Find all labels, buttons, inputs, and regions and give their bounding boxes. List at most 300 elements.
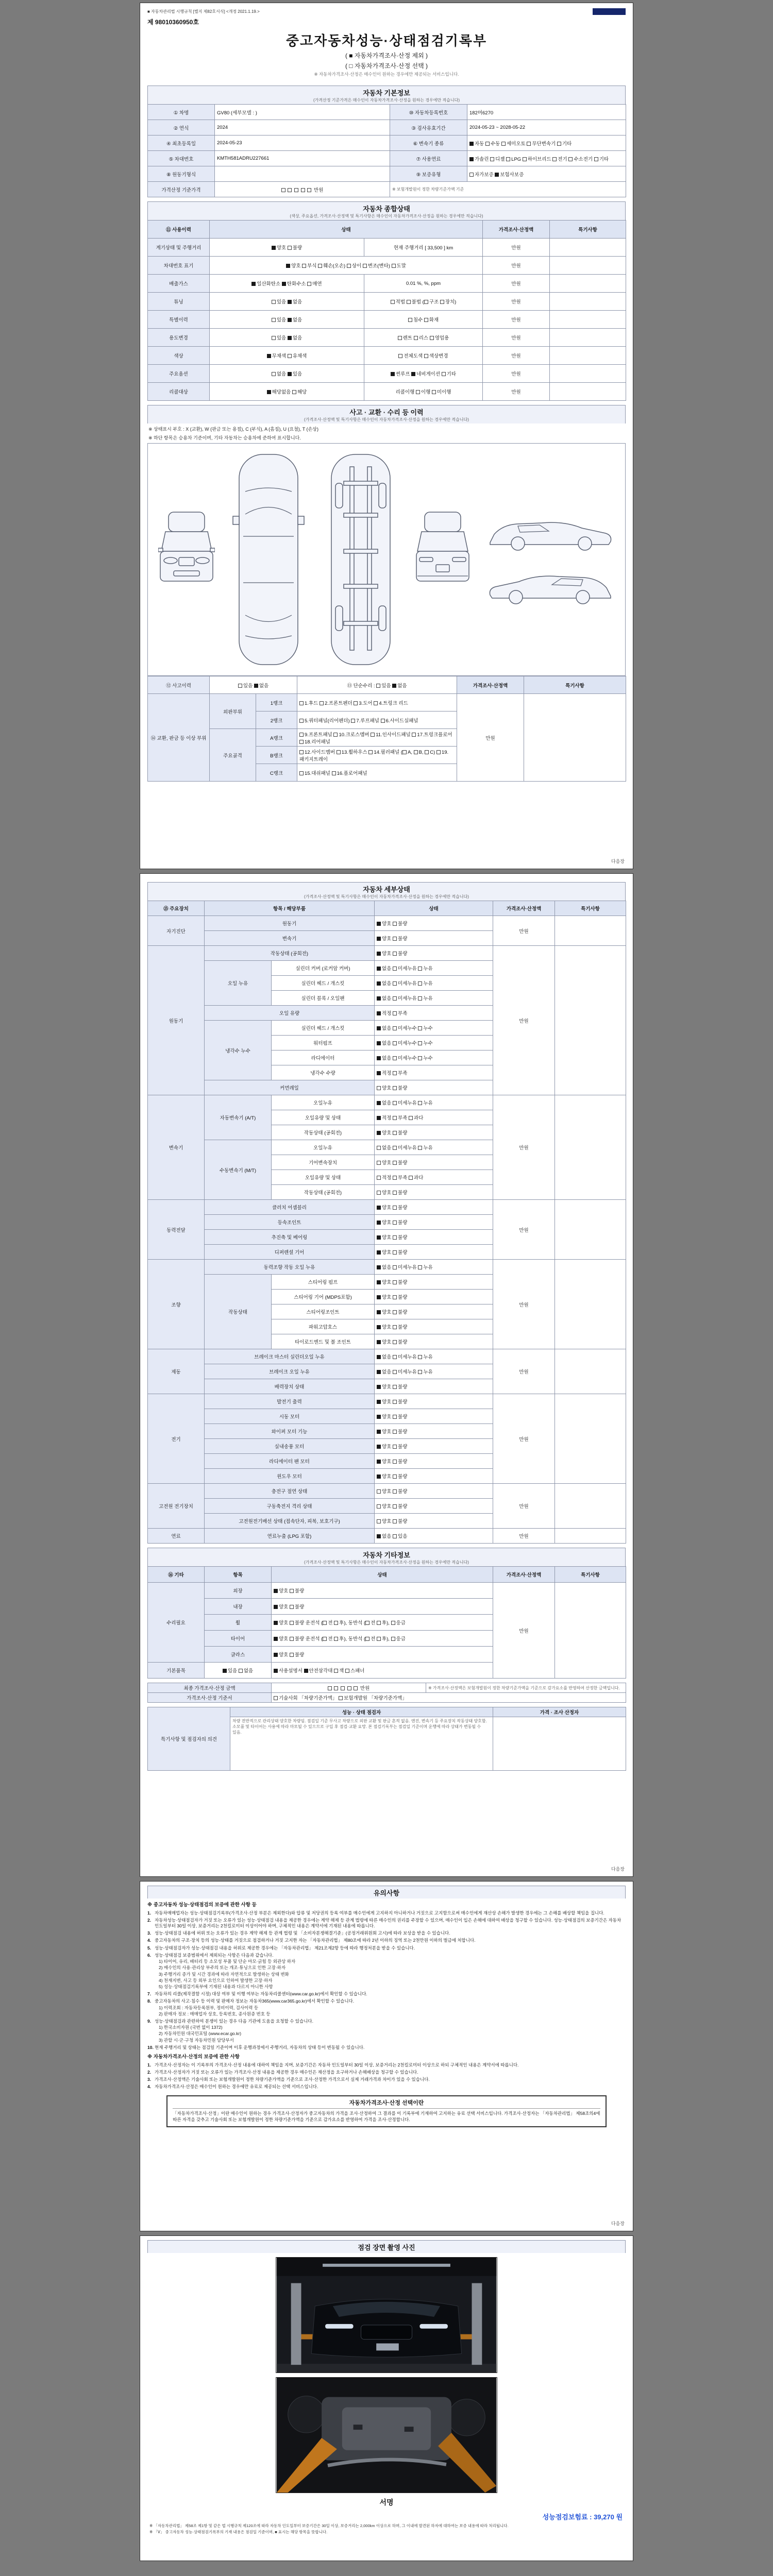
value-cell[interactable]: 양호 불량 — [272, 1583, 493, 1599]
value-cell[interactable]: 양호 불량 — [272, 1599, 493, 1615]
value-cell[interactable]: 양호 부식 훼손(오손) 상이 변조(변타) 도말 — [210, 257, 483, 275]
checkbox-checked[interactable] — [377, 1265, 381, 1269]
checkbox-unchecked[interactable] — [398, 336, 402, 340]
value-cell[interactable]: 양호 불량 — [375, 1080, 493, 1095]
checkbox-unchecked[interactable] — [323, 1621, 327, 1625]
checkbox-checked[interactable] — [267, 390, 271, 394]
checkbox-checked[interactable] — [377, 1325, 381, 1329]
value-cell[interactable]: 양호 불량 — [375, 916, 493, 931]
checkbox-checked[interactable] — [274, 1669, 278, 1673]
value-cell: 오일누유 — [272, 1095, 375, 1110]
checkbox-unchecked[interactable] — [393, 1385, 397, 1389]
checkbox-unchecked[interactable] — [414, 336, 418, 340]
checkbox-unchecked[interactable] — [371, 733, 375, 737]
value-cell[interactable]: 양호 불량 — [375, 1215, 493, 1230]
checkbox-unchecked[interactable] — [393, 1400, 397, 1404]
checkbox-unchecked[interactable] — [341, 1686, 345, 1690]
checkbox-unchecked[interactable] — [393, 1191, 397, 1195]
checkbox-checked[interactable] — [377, 1400, 381, 1404]
checkbox-unchecked[interactable] — [568, 157, 573, 161]
value-warranty-type[interactable]: 자가보증 보험사보증 — [467, 166, 626, 182]
checkbox-checked[interactable] — [377, 1206, 381, 1210]
checkbox-unchecked[interactable] — [425, 750, 429, 754]
value-cell[interactable]: 없음 미세누유 누유 — [375, 1260, 493, 1275]
checkbox-checked[interactable] — [377, 1415, 381, 1419]
checkbox-unchecked[interactable] — [393, 1026, 397, 1030]
checkbox-unchecked[interactable] — [365, 1637, 369, 1641]
checkbox-unchecked[interactable] — [418, 1056, 422, 1060]
checkbox-unchecked[interactable] — [288, 188, 292, 192]
value-fuel[interactable]: 가솔린 디젤 LPG 하이브리드 전기 수소전기 기타 — [467, 151, 626, 166]
value-cell[interactable]: 양호 불량 — [375, 1394, 493, 1409]
checkbox-checked[interactable] — [267, 354, 271, 358]
checkbox-unchecked[interactable] — [393, 1116, 397, 1120]
checkbox-checked[interactable] — [377, 1071, 381, 1075]
checkbox-unchecked[interactable] — [393, 1519, 397, 1523]
checkbox-checked[interactable] — [377, 1310, 381, 1314]
value-cell[interactable]: 썬루프 네비게이션 기타 — [364, 365, 483, 383]
checkbox-checked[interactable] — [377, 1460, 381, 1464]
checkbox-unchecked[interactable] — [363, 264, 367, 268]
checkbox-checked[interactable] — [282, 282, 286, 286]
value-cell[interactable]: 양호 불량 — [375, 1334, 493, 1349]
checkbox-checked[interactable] — [304, 1669, 308, 1673]
value-cell[interactable]: 없음 미세누유 누유 — [375, 976, 493, 991]
checkbox-checked[interactable] — [377, 1056, 381, 1060]
checkbox-checked[interactable] — [377, 1534, 381, 1538]
value-cell[interactable]: 양호 불량 — [375, 1275, 493, 1290]
checkbox-checked[interactable] — [377, 1370, 381, 1374]
checkbox-unchecked[interactable] — [301, 188, 305, 192]
value-cell[interactable]: 사용설명서 안전삼각대 잭 스패너 — [272, 1663, 493, 1679]
checkbox-unchecked[interactable] — [393, 1295, 397, 1299]
checkbox-unchecked[interactable] — [418, 981, 422, 986]
checkbox-unchecked[interactable] — [290, 1605, 294, 1609]
value-cell[interactable]: 있음 없음 — [210, 311, 364, 329]
checkbox-unchecked[interactable] — [376, 684, 380, 688]
checkbox-unchecked[interactable] — [393, 1534, 397, 1538]
checkbox-unchecked[interactable] — [377, 1176, 381, 1180]
checkbox-unchecked[interactable] — [272, 318, 276, 322]
checkbox-checked[interactable] — [251, 282, 256, 286]
value-cell[interactable]: 렌트 리스 영업용 — [364, 329, 483, 347]
checkbox-unchecked[interactable] — [307, 188, 311, 192]
value-cell[interactable]: 양호 불량 운전석 ( 전 후), 동반석 ( 전 후), 응급 — [272, 1631, 493, 1647]
checkbox-checked[interactable] — [391, 372, 395, 376]
checkbox-unchecked[interactable] — [414, 750, 418, 754]
value-cell[interactable]: 없음 미세누수 누수 — [375, 1050, 493, 1065]
checkbox-unchecked[interactable] — [408, 318, 412, 322]
label-cell: 성능 · 상태 점검자 — [230, 1707, 493, 1717]
checkbox-checked[interactable] — [469, 142, 474, 146]
value-cell[interactable]: 양호 불량 운전석 ( 전 후), 동반석 ( 전 후), 응급 — [272, 1615, 493, 1631]
value-cell[interactable]: 양호 불량 — [375, 1424, 493, 1439]
checkbox-unchecked[interactable] — [281, 188, 285, 192]
checkbox-unchecked[interactable] — [347, 264, 351, 268]
checkbox-unchecked[interactable] — [393, 1161, 397, 1165]
checkbox-checked[interactable] — [377, 1445, 381, 1449]
checkbox-checked[interactable] — [411, 372, 415, 376]
notice-item — [147, 1938, 626, 1943]
checkbox-unchecked[interactable] — [392, 264, 396, 268]
checkbox-unchecked[interactable] — [345, 1669, 349, 1673]
checkbox-unchecked[interactable] — [272, 300, 276, 304]
checkbox-unchecked[interactable] — [485, 142, 490, 146]
checkbox-unchecked[interactable] — [337, 750, 341, 754]
value-cell[interactable]: 적정 부족 — [375, 1006, 493, 1021]
checkbox-unchecked[interactable] — [393, 1504, 397, 1509]
checkbox-unchecked[interactable] — [393, 1086, 397, 1090]
value-cell[interactable]: 없음 미세누유 누유 — [375, 991, 493, 1006]
checkbox-unchecked[interactable] — [393, 1325, 397, 1329]
checkbox-checked[interactable] — [377, 1116, 381, 1120]
value-cell[interactable]: 양호 불량 — [375, 1379, 493, 1394]
checkbox-checked[interactable] — [377, 1385, 381, 1389]
value-cell[interactable]: 양호 불량 — [375, 1514, 493, 1529]
checkbox-checked[interactable] — [223, 1669, 227, 1673]
checkbox-unchecked[interactable] — [393, 1489, 397, 1494]
value-cell[interactable]: 해당없음 해당 — [210, 383, 364, 401]
checkbox-unchecked[interactable] — [418, 996, 422, 1001]
checkbox-unchecked[interactable] — [292, 390, 296, 394]
checkbox-unchecked[interactable] — [377, 1146, 381, 1150]
checkbox-unchecked[interactable] — [557, 142, 561, 146]
checkbox-checked[interactable] — [377, 1280, 381, 1284]
checkbox-checked[interactable] — [274, 1653, 278, 1657]
checkbox-unchecked[interactable] — [393, 981, 397, 986]
value-cell[interactable]: 없음 미세누유 누유 — [375, 1364, 493, 1379]
checkbox-unchecked[interactable] — [393, 1176, 397, 1180]
checkbox-unchecked[interactable] — [393, 1415, 397, 1419]
checkbox-unchecked[interactable] — [469, 173, 474, 177]
value-cell[interactable]: 양호 불량 — [375, 1230, 493, 1245]
value-cell[interactable]: 양호 불량 — [272, 1647, 493, 1663]
notice-item — [147, 2062, 626, 2068]
checkbox-unchecked[interactable] — [393, 1340, 397, 1344]
checkbox-checked[interactable] — [377, 967, 381, 971]
checkbox-unchecked[interactable] — [523, 157, 527, 161]
checkbox-unchecked[interactable] — [238, 684, 242, 688]
checkbox-checked[interactable] — [377, 1250, 381, 1255]
value-base-price[interactable]: 만원 — [215, 182, 390, 197]
checkbox-unchecked[interactable] — [288, 354, 292, 358]
checkbox-unchecked[interactable] — [393, 1011, 397, 1015]
checkbox-unchecked[interactable] — [377, 1637, 381, 1641]
checkbox-unchecked[interactable] — [272, 372, 276, 376]
checkbox-checked[interactable] — [274, 1637, 278, 1641]
value-cell[interactable]: 9.프론트패널 10.크로스멤버 11.인사이드패널 17.트렁크플로어 18.리어패널 — [297, 729, 457, 747]
value-cell[interactable]: 없음 미세누유 누유 — [375, 961, 493, 976]
checkbox-unchecked[interactable] — [436, 750, 441, 754]
label-cell: 특기사항 — [555, 1567, 626, 1583]
checkbox-unchecked[interactable] — [393, 1071, 397, 1075]
checkbox-unchecked[interactable] — [391, 300, 395, 304]
value-cell[interactable]: 양호 불량 — [375, 1125, 493, 1140]
checkbox-checked[interactable] — [286, 264, 290, 268]
value-cell[interactable]: 양호 불량 — [375, 1200, 493, 1215]
checkbox-checked[interactable] — [377, 1235, 381, 1240]
checkbox-unchecked[interactable] — [334, 1686, 338, 1690]
checkbox-unchecked[interactable] — [424, 300, 428, 304]
checkbox-unchecked[interactable] — [418, 1146, 422, 1150]
checkbox-unchecked[interactable] — [393, 1101, 397, 1105]
value-cell[interactable]: 없음 미세누유 누유 — [375, 1349, 493, 1364]
checkbox-unchecked[interactable] — [398, 354, 402, 358]
value-cell[interactable]: 없음 미세누유 누유 — [375, 1140, 493, 1155]
value-cell[interactable]: 양호 불량 — [375, 1245, 493, 1260]
value-cell[interactable]: 1.후드 2.프론트펜더 3.도어 4.트렁크 리드 — [297, 694, 457, 711]
value-cell[interactable]: 양호 불량 — [375, 1185, 493, 1200]
checkbox-unchecked[interactable] — [393, 1280, 397, 1284]
checkbox-unchecked[interactable] — [393, 1430, 397, 1434]
value-cell[interactable]: 양호 불량 — [375, 931, 493, 946]
checkbox-unchecked[interactable] — [332, 771, 336, 775]
value-cell[interactable]: 적법 불법 ( 구조 장치) — [364, 293, 483, 311]
checkbox-unchecked[interactable] — [351, 719, 355, 723]
checkbox-unchecked[interactable] — [393, 1056, 397, 1060]
checkbox-unchecked[interactable] — [393, 1131, 397, 1135]
checkbox-checked[interactable] — [377, 1430, 381, 1434]
checkbox-unchecked[interactable] — [418, 1041, 422, 1045]
value-cell[interactable]: 15.대쉬패널 16.플로어패널 — [297, 764, 457, 782]
checkbox-unchecked[interactable] — [393, 952, 397, 956]
price-basis-value[interactable]: 기술사회 「차량기준가액」 보험개발원 「차량기준가액」 — [272, 1693, 626, 1703]
checkbox-unchecked[interactable] — [442, 372, 446, 376]
checkbox-unchecked[interactable] — [418, 1370, 422, 1374]
checkbox-unchecked[interactable] — [393, 1355, 397, 1359]
checkbox-checked[interactable] — [377, 1026, 381, 1030]
label-cell: C랭크 — [256, 764, 297, 782]
checkbox-unchecked[interactable] — [339, 1696, 343, 1700]
checkbox-checked[interactable] — [377, 1041, 381, 1045]
checkbox-unchecked[interactable] — [294, 188, 298, 192]
value-cell[interactable]: 양호 불량 — [375, 1469, 493, 1484]
checkbox-unchecked[interactable] — [374, 701, 378, 705]
value-cell[interactable]: 양호 불량 — [375, 1484, 493, 1499]
checkbox-unchecked[interactable] — [299, 719, 304, 723]
value-cell[interactable]: 5.쿼터패널(리어펜더) 7.루프패널 6.사이드실패널 — [297, 711, 457, 729]
checkbox-unchecked[interactable] — [418, 1355, 422, 1359]
value-cell[interactable]: 적정 부족 과다 — [375, 1170, 493, 1185]
checkbox-unchecked[interactable] — [365, 1621, 369, 1625]
value-cell[interactable]: 양호 불량 — [375, 1319, 493, 1334]
checkbox-unchecked[interactable] — [393, 1235, 397, 1240]
value-cell[interactable]: 양호 불량 — [375, 1409, 493, 1424]
value-cell[interactable]: 무채색 유채색 — [210, 347, 364, 365]
checkbox-unchecked[interactable] — [323, 1637, 327, 1641]
checkbox-unchecked[interactable] — [377, 1489, 381, 1494]
value-cell[interactable]: 양호 불량 — [375, 946, 493, 961]
checkbox-unchecked[interactable] — [424, 354, 428, 358]
value-cell[interactable]: 양호 불량 — [375, 1155, 493, 1170]
checkbox-unchecked[interactable] — [299, 771, 304, 775]
value-cell[interactable]: 전체도색 색상변경 — [364, 347, 483, 365]
value-cell[interactable]: 없음 미세누수 누수 — [375, 1036, 493, 1050]
checkbox-unchecked[interactable] — [393, 1221, 397, 1225]
final-price-value[interactable]: 만원 — [272, 1683, 426, 1693]
checkbox-unchecked[interactable] — [334, 1669, 338, 1673]
value-cell[interactable]: 있음 없음 — [210, 676, 297, 694]
checkbox-unchecked[interactable] — [432, 390, 436, 394]
checkbox-unchecked[interactable] — [288, 246, 292, 250]
checkbox-unchecked[interactable] — [393, 996, 397, 1001]
value-cell[interactable]: 양호 불량 — [375, 1290, 493, 1304]
checkbox-unchecked[interactable] — [381, 719, 385, 723]
checkbox-checked[interactable] — [377, 1011, 381, 1015]
checkbox-unchecked[interactable] — [290, 1637, 294, 1641]
checkbox-unchecked[interactable] — [393, 1265, 397, 1269]
checkbox-unchecked[interactable] — [418, 1265, 422, 1269]
value-cell[interactable]: 적정 부족 — [375, 1065, 493, 1080]
checkbox-unchecked[interactable] — [407, 300, 411, 304]
checkbox-unchecked[interactable] — [393, 1460, 397, 1464]
value-cell[interactable]: 있음 없음 — [210, 293, 364, 311]
checkbox-unchecked[interactable] — [377, 1086, 381, 1090]
checkbox-checked[interactable] — [274, 1589, 278, 1593]
checkbox-unchecked[interactable] — [418, 967, 422, 971]
checkbox-unchecked[interactable] — [506, 157, 510, 161]
checkbox-checked[interactable] — [274, 1621, 278, 1625]
checkbox-unchecked[interactable] — [594, 157, 598, 161]
checkbox-unchecked[interactable] — [440, 300, 444, 304]
checkbox-checked[interactable] — [288, 300, 292, 304]
value-cell[interactable]: 양호 불량 — [375, 1499, 493, 1514]
checkbox-unchecked[interactable] — [402, 750, 407, 754]
checkbox-checked[interactable] — [469, 157, 474, 161]
checkbox-checked[interactable] — [377, 922, 381, 926]
checkbox-unchecked[interactable] — [377, 1191, 381, 1195]
value-cell[interactable]: 양호 불량 — [375, 1454, 493, 1469]
value-cell[interactable]: 없음 있음 — [375, 1529, 493, 1544]
checkbox-unchecked[interactable] — [393, 1310, 397, 1314]
checkbox-unchecked[interactable] — [377, 1504, 381, 1509]
checkbox-unchecked[interactable] — [299, 740, 304, 744]
checkbox-unchecked[interactable] — [299, 750, 304, 754]
checkbox-checked[interactable] — [377, 1131, 381, 1135]
checkbox-checked[interactable] — [377, 981, 381, 986]
value-cell[interactable]: 침수 화재 — [364, 311, 483, 329]
value-cell[interactable]: 있음 없음 — [205, 1663, 272, 1679]
checkbox-unchecked[interactable] — [377, 1621, 381, 1625]
checkbox-unchecked[interactable] — [393, 1146, 397, 1150]
label-cell: 특별이력 — [148, 311, 210, 329]
checkbox-unchecked[interactable] — [393, 1475, 397, 1479]
checkbox-checked[interactable] — [377, 1340, 381, 1344]
checkbox-unchecked[interactable] — [347, 1686, 351, 1690]
checkbox-unchecked[interactable] — [290, 1589, 294, 1593]
checkbox-unchecked[interactable] — [418, 1101, 422, 1105]
checkbox-unchecked[interactable] — [377, 1519, 381, 1523]
checkbox-unchecked[interactable] — [377, 1161, 381, 1165]
checkbox-checked[interactable] — [377, 1295, 381, 1299]
price-appraisal-selected-option[interactable]: ( □ 자동차가격조사·산정 선택 ) — [345, 62, 428, 70]
value-cell: 실린더 헤드 / 개스킷 — [272, 1021, 375, 1036]
checkbox-unchecked[interactable] — [290, 1621, 294, 1625]
checkbox-unchecked[interactable] — [368, 750, 373, 754]
price-appraisal-excluded-option[interactable]: ( ■ 자동차가격조사·산정 제외 ) — [345, 52, 428, 59]
checkbox-unchecked[interactable] — [354, 701, 358, 705]
checkbox-unchecked[interactable] — [409, 1116, 413, 1120]
checkbox-checked[interactable] — [377, 952, 381, 956]
checkbox-checked[interactable] — [274, 1605, 278, 1609]
checkbox-unchecked[interactable] — [393, 1445, 397, 1449]
value-cell[interactable]: 없음 있음 — [210, 365, 364, 383]
value-cell[interactable]: 양호 불량 — [210, 239, 364, 257]
value-cell[interactable]: 없음 미세누유 누유 — [375, 1095, 493, 1110]
checkbox-checked[interactable] — [392, 684, 396, 688]
checkbox-unchecked[interactable] — [307, 282, 311, 286]
checkbox-checked[interactable] — [377, 937, 381, 941]
value-cell[interactable]: 있음 없음 — [210, 329, 364, 347]
value-cell[interactable]: 없음 미세누수 누수 — [375, 1021, 493, 1036]
checkbox-unchecked[interactable] — [490, 157, 494, 161]
checkbox-unchecked[interactable] — [393, 1250, 397, 1255]
value-cell[interactable]: ⑬ 단순수리 : 있음 없음 — [297, 676, 457, 694]
checkbox-checked[interactable] — [377, 1355, 381, 1359]
checkbox-unchecked[interactable] — [334, 1621, 338, 1625]
checkbox-unchecked[interactable] — [391, 1621, 395, 1625]
checkbox-unchecked[interactable] — [501, 142, 506, 146]
checkbox-unchecked[interactable] — [239, 1669, 243, 1673]
value-cell[interactable]: 양호 불량 — [375, 1304, 493, 1319]
checkbox-unchecked[interactable] — [416, 390, 420, 394]
checkbox-checked[interactable] — [377, 1101, 381, 1105]
checkbox-checked[interactable] — [288, 372, 292, 376]
checkbox-unchecked[interactable] — [552, 157, 557, 161]
value-cell[interactable]: 일산화탄소 탄화수소 매연 — [210, 275, 364, 293]
checkbox-unchecked[interactable] — [299, 733, 304, 737]
checkbox-unchecked[interactable] — [393, 1041, 397, 1045]
checkbox-unchecked[interactable] — [318, 264, 322, 268]
checkbox-unchecked[interactable] — [393, 1206, 397, 1210]
checkbox-unchecked[interactable] — [393, 922, 397, 926]
checkbox-checked[interactable] — [254, 684, 258, 688]
value-cell[interactable]: 양호 불량 — [375, 1439, 493, 1454]
checkbox-unchecked[interactable] — [334, 1637, 338, 1641]
checkbox-unchecked[interactable] — [393, 967, 397, 971]
checkbox-unchecked[interactable] — [274, 1696, 278, 1700]
checkbox-unchecked[interactable] — [299, 701, 304, 705]
checkbox-unchecked[interactable] — [393, 937, 397, 941]
checkbox-unchecked[interactable] — [424, 318, 428, 322]
checkbox-unchecked[interactable] — [290, 1653, 294, 1657]
value-cell[interactable]: 리콜이행 이행 미이행 — [364, 383, 483, 401]
checkbox-unchecked[interactable] — [333, 733, 338, 737]
checkbox-unchecked[interactable] — [320, 701, 324, 705]
value-cell[interactable]: 적정 부족 과다 — [375, 1110, 493, 1125]
checkbox-checked[interactable] — [272, 246, 276, 250]
checkbox-checked[interactable] — [288, 336, 292, 340]
checkbox-checked[interactable] — [377, 1221, 381, 1225]
checkbox-unchecked[interactable] — [354, 1686, 358, 1690]
checkbox-unchecked[interactable] — [272, 336, 276, 340]
checkbox-checked[interactable] — [495, 173, 499, 177]
value-cell[interactable]: 12.사이드멤버 13.휠하우스 14.필러패널 ( A, B, C) 19.패키지트레이 — [297, 747, 457, 764]
checkbox-checked[interactable] — [377, 1475, 381, 1479]
checkbox-unchecked[interactable] — [393, 1370, 397, 1374]
checkbox-unchecked[interactable] — [418, 1026, 422, 1030]
checkbox-unchecked[interactable] — [412, 733, 416, 737]
checkbox-unchecked[interactable] — [409, 1176, 413, 1180]
checkbox-unchecked[interactable] — [527, 142, 531, 146]
checkbox-unchecked[interactable] — [302, 264, 306, 268]
checkbox-unchecked[interactable] — [430, 336, 434, 340]
value-transmission[interactable]: 자동 수동 세미오토 무단변속기 기타 — [467, 135, 626, 151]
checkbox-unchecked[interactable] — [328, 1686, 332, 1690]
checkbox-checked[interactable] — [377, 996, 381, 1001]
checkbox-checked[interactable] — [288, 318, 292, 322]
checkbox-unchecked[interactable] — [391, 1637, 395, 1641]
